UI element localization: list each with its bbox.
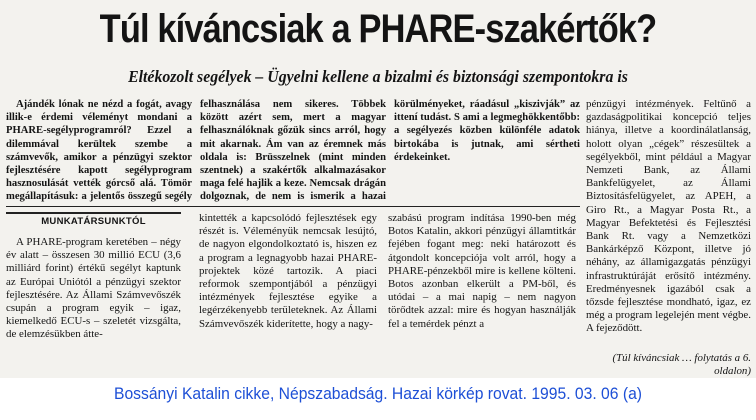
body-column-4 [586,98,751,362]
body-column-2-text: kintették a kapcsolódó fejlesztések egy részét is. Véleményük nemcsak lesújtó, de nagyon elgondolkoztató is, hiszen ez a program a legnagyobb hazai PHARE-projektek közé tartozik. A piaci reformok szempontjából a pénzügyi intézmények fejlesztése egyike a legérzékenyebb területeknek. Az Állami Számvevőszék kiderítette, hogy a nagy- [199,212,377,330]
body-column-4-text: pénzügyi intézmények. Feltűnő a gazdaságpolitikai koncepció teljes hiánya, illetve a koordinálatlanság, holott olyan „cégek” részesültek a segélyekből, mint például a Magyar Nemzeti Bank, az Állami Bankfelügyelet, az Állami Biztosításfelügyelet, az APEH, a Giro Rt., a Magyar Posta Rt., a Magyar Befektetési és Fejlesztési Bank Rt. vagy a Nemzetközi Bankárképző Központ, illetve jó néhány, az államigazgatás pénzügyi infrastruktúráját erősítő intézmény. Eredményesnek igazából csak a tőzsde fejlesztése mondható, igaz, ez még a program legelején ment végbe. A fejeződött. [586,98,751,335]
body-column-1-text: A PHARE-program keretében – négy év alatt – összesen 30 millió ECU (3,6 milliárd forint) értékű segélyt kaptunk az Európai Uniótól a pénzügyi szektor fejlesztésére. Az Állami Számvevőszék csupán a program egyik – igaz, kiemelkedő ECU-s – szeletét vizsgálta, de elemzésükben átte- [6,236,181,341]
source-caption: Bossányi Katalin cikke, Népszabadság. Hazai körkép rovat. 1995. 03. 06 (a) [113,385,643,403]
divider-rule [6,206,580,207]
body-column-1 [6,236,181,376]
headline: Túl kíváncsiak a PHARE-szakértők? [99,7,657,51]
body-column-2 [199,212,377,376]
lead-paragraph [6,98,580,205]
body-column-3-text: szabású program indítása 1990-ben még Botos Katalin, akkori pénzügyi államtitkár fejében fogant meg: neki határozott és átgondolt koncepciója volt arról, hogy a PHARE-pénzekből mire is kellene költeni. Botos azonban elkerült a PM-ből, és utódai – a mai napig – nem nagyon törődtek azzal: mire és hogyan használják fel a temérdek pénzt a [388,212,576,330]
byline-label: MUNKATÁRSUNKTÓL [6,212,181,230]
lead-text: Ajándék lónak ne nézd a fogát, avagy illik-e érdemi véleményt mondani a PHARE-segélyprogramról? Ezzel a dilemmával kerültek szembe a számvevők, amikor a pénzügyi szektor fejlesztésére kapott segélyprogram hasznosulását vették górcső alá. Tömör megállapításuk: a jelentős összegű segély felhasználása nem sikeres. Többek között azért sem, mert a magyar felhasználóknak gőzük sincs arról, hogy mit akarnak. Ám van az éremnek más oldala is: Brüsszelnek (mint minden szentnek) a szakértők alkalmazásakor maga felé hajlik a keze. Nemcsak drágán dolgoznak, de nem is ismerik a hazai körülményeket, ráadásul „kiszivják” az ittení tudást. S ami a legmeghökkentőbb: a segélyezés közben különféle adatok birtokába is jutnak, ami sértheti érdekeinket. [6,99,580,203]
continuation-note: (Túl kíváncsiak … folytatás a 6. oldalon) [612,352,751,377]
body-column-3 [388,212,576,376]
subheadline: Eltékozolt segélyek – Ügyelni kellene a bizalmi és biztonsági szempontokra is [128,67,628,86]
